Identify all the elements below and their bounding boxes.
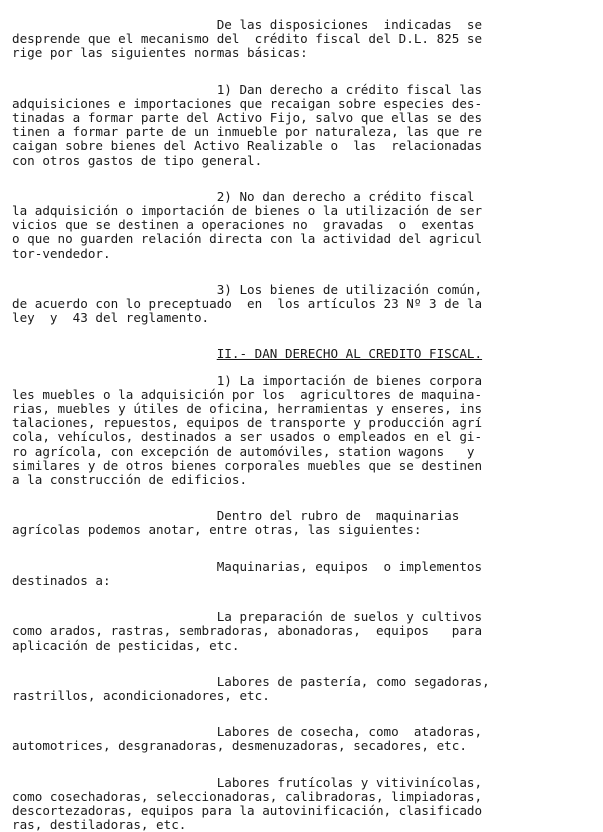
text-line: ras, destiladoras, etc.: [12, 817, 187, 832]
text-line: talaciones, repuestos, equipos de transporte y producción agrí: [12, 415, 483, 431]
paragraph: [12, 83, 585, 168]
text-line: La preparación de suelos y cultivos: [12, 609, 483, 625]
paragraph: [12, 560, 585, 588]
text-line: tinadas a formar parte del Activo Fijo, salvo que ellas se des: [12, 110, 483, 126]
paragraph: [12, 374, 585, 488]
text-line: como arados, rastras, sembradoras, abonadoras, equipos para: [12, 623, 483, 639]
text-line: como cosechadoras, seleccionadoras, calibradoras, limpiadoras,: [12, 788, 483, 804]
text-line: rige por las siguientes normas básicas:: [12, 45, 308, 61]
text-line: Labores frutícolas y vitivinícolas,: [12, 774, 483, 790]
paragraph: [12, 610, 585, 653]
text-line: descortezadoras, equipos para la autovinificación, clasificado: [12, 802, 483, 818]
text-line: vicios que se destinen a operaciones no gravadas o exentas: [12, 217, 475, 233]
paragraph: [12, 190, 585, 261]
text-line: desprende que el mecanismo del crédito fiscal del D.L. 825 se: [12, 31, 483, 47]
text-line: cola, vehículos, destinados a ser usados o empleados en el gi-: [12, 429, 483, 445]
text-line: Labores de pastería, como segadoras,: [12, 673, 490, 689]
text-line: 1) La importación de bienes corpora: [12, 372, 483, 388]
text-line: con otros gastos de tipo general.: [12, 152, 263, 168]
paragraph: [12, 776, 585, 832]
heading-text: II.- DAN DERECHO AL CREDITO FISCAL.: [216, 346, 483, 362]
paragraph: [12, 509, 585, 537]
text-line: adquisiciones e importaciones que recaigan sobre especies des-: [12, 95, 483, 111]
text-line: Dentro del rubro de maquinarias: [12, 508, 460, 524]
text-line: agrícolas podemos anotar, entre otras, las siguientes:: [12, 522, 422, 538]
text-line: les muebles o la adquisición por los agricultores de maquina-: [12, 386, 483, 402]
text-line: automotrices, desgranadoras, desmenuzadoras, secadores, etc.: [12, 738, 467, 754]
text-line: Maquinarias, equipos o implementos: [12, 558, 483, 574]
text-line: rastrillos, acondicionadores, etc.: [12, 687, 270, 703]
text-line: tinen a formar parte de un inmueble por naturaleza, las que re: [12, 124, 483, 140]
paragraph: [12, 725, 585, 753]
text-line: 1) Dan derecho a crédito fiscal las: [12, 81, 483, 97]
paragraph: [12, 675, 585, 703]
text-line: de acuerdo con lo preceptuado en los artículos 23 Nº 3 de la: [12, 296, 483, 312]
paragraph: [12, 18, 585, 61]
text-line: 2) No dan derecho a crédito fiscal: [12, 188, 475, 204]
text-line: a la construcción de edificios.: [12, 472, 248, 488]
text-line: o que no guarden relación directa con la actividad del agricul: [12, 231, 483, 247]
text-line: destinados a:: [12, 572, 111, 588]
text-line: ley y 43 del reglamento.: [12, 310, 210, 326]
text-line: caigan sobre bienes del Activo Realizable o las relacionadas: [12, 138, 483, 154]
text-line: ro agrícola, con excepción de automóviles, station wagons y: [12, 443, 475, 459]
section-normas: [12, 18, 585, 325]
text-line: rias, muebles y útiles de oficina, herramientas y enseres, ins: [12, 401, 483, 417]
text-line: similares y de otros bienes corporales muebles que se destinen: [12, 457, 483, 473]
text-line: aplicación de pesticidas, etc.: [12, 637, 240, 653]
text-line: tor-vendedor.: [12, 245, 111, 261]
text-line: 3) Los bienes de utilización común,: [12, 281, 483, 297]
text-line: Labores de cosecha, como atadoras,: [12, 724, 483, 740]
paragraph: [12, 283, 585, 326]
text-line: la adquisición o importación de bienes o la utilización de ser: [12, 203, 483, 219]
text-line: De las disposiciones indicadas se: [12, 17, 483, 32]
heading-indent: [12, 346, 217, 361]
section-credito-fiscal: [12, 374, 585, 832]
section-heading: [12, 347, 585, 361]
